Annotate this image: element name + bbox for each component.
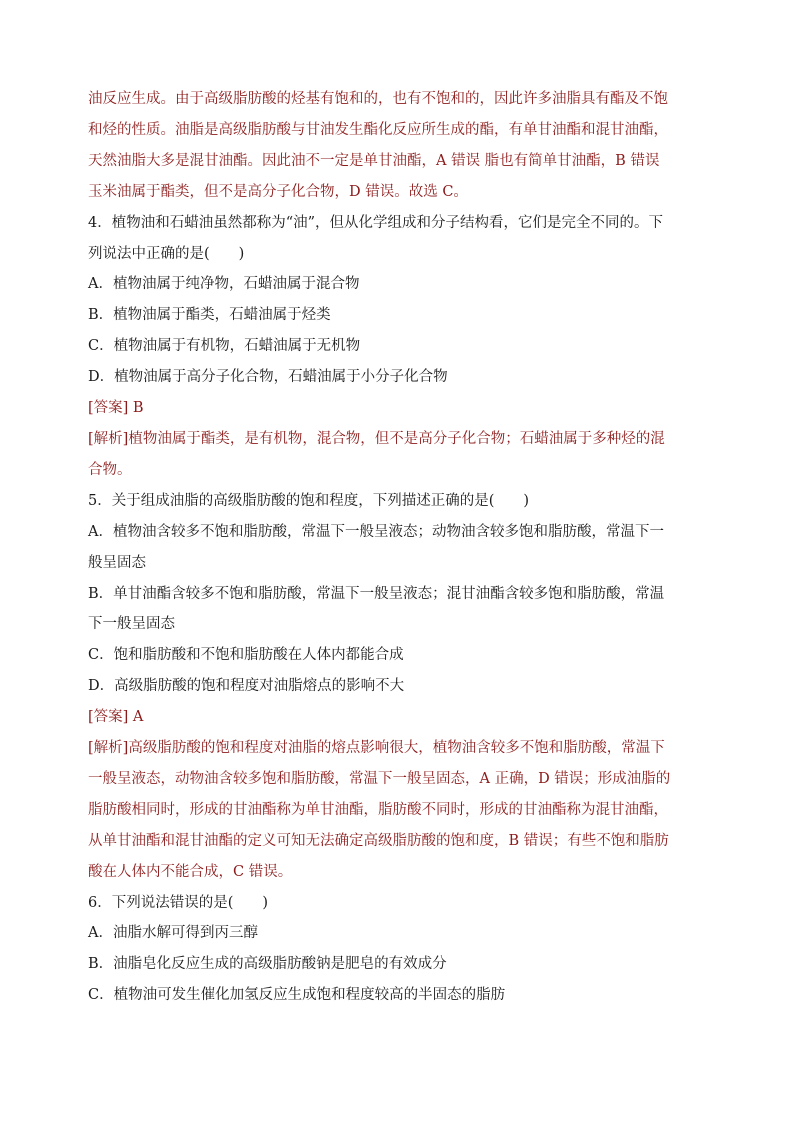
option-b: B．单甘油酯含较多不饱和脂肪酸，常温下一般呈液态；混甘油酯含较多饱和脂肪酸，常温 bbox=[88, 585, 665, 602]
analysis-line: 酸在人体内不能合成，C 错误。 bbox=[88, 863, 293, 880]
analysis-line: 脂肪酸相同时，形成的甘油酯称为单甘油酯，脂肪酸不同时，形成的甘油酯称为混甘油酯， bbox=[88, 801, 668, 818]
option-a: A．植物油含较多不饱和脂肪酸，常温下一般呈液态；动物油含较多饱和脂肪酸，常温下一 bbox=[88, 523, 664, 540]
option-a: A．油脂水解可得到丙三醇 bbox=[88, 925, 258, 942]
text-line: 玉米油属于酯类，但不是高分子化合物，D 错误。故选 C。 bbox=[88, 183, 468, 200]
option-c: C．植物油可发生催化加氢反应生成饱和程度较高的半固态的脂肪 bbox=[88, 987, 506, 1004]
analysis-line: 一般呈液态，动物油含较多饱和脂肪酸，常温下一般呈固态，A 正确，D 错误；形成油脂的 bbox=[88, 770, 671, 787]
intro-analysis bbox=[88, 84, 728, 208]
option-c: C．饱和脂肪酸和不饱和脂肪酸在人体内都能合成 bbox=[88, 647, 404, 664]
question-4 bbox=[88, 208, 728, 486]
analysis-line: 从单甘油酯和混甘油酯的定义可知无法确定高级脂肪酸的饱和度，B 错误；有些不饱和脂肪 bbox=[88, 832, 669, 849]
text-line: 和烃的性质。油脂是高级脂肪酸与甘油发生酯化反应所生成的酯，有单甘油酯和混甘油酯， bbox=[88, 121, 668, 138]
question-stem-line: 6．下列说法错误的是( ) bbox=[88, 894, 269, 911]
question-stem-line: 5．关于组成油脂的高级脂肪酸的饱和程度，下列描述正确的是( ) bbox=[88, 492, 530, 509]
option-c: C．植物油属于有机物，石蜡油属于无机物 bbox=[88, 338, 361, 355]
analysis-line: [解析]植物油属于酯类，是有机物，混合物，但不是高分子化合物；石蜡油属于多种烃的混 bbox=[88, 430, 665, 447]
question-stem-line: 4．植物油和石蜡油虽然都称为“油”，但从化学组成和分子结构看，它们是完全不同的。下 bbox=[88, 214, 664, 231]
question-6 bbox=[88, 888, 728, 1012]
analysis-line: 合物。 bbox=[88, 461, 132, 478]
analysis-line: [解析]高级脂肪酸的饱和程度对油脂的熔点影响很大，植物油含较多不饱和脂肪酸，常温下 bbox=[88, 740, 665, 757]
option-b-cont: 下一般呈固态 bbox=[88, 616, 175, 633]
text-line: 天然油脂大多是混甘油酯。因此油不一定是单甘油酯，A 错误 脂也有简单甘油酯，B 错误 bbox=[88, 152, 660, 169]
option-d: D．植物油属于高分子化合物，石蜡油属于小分子化合物 bbox=[88, 369, 448, 386]
option-b: B．油脂皂化反应生成的高级脂肪酸钠是肥皂的有效成分 bbox=[88, 956, 447, 973]
text-line: 油反应生成。由于高级脂肪酸的烃基有饱和的，也有不饱和的，因此许多油脂具有酯及不饱 bbox=[88, 91, 668, 107]
answer-label: [答案] A bbox=[88, 709, 144, 726]
option-d: D．高级脂肪酸的饱和程度对油脂熔点的影响不大 bbox=[88, 678, 405, 695]
document-body bbox=[88, 84, 728, 1011]
question-5 bbox=[88, 486, 728, 888]
option-a-cont: 般呈固态 bbox=[88, 554, 146, 571]
question-stem-line: 列说法中正确的是( ) bbox=[88, 245, 245, 262]
option-b: B．植物油属于酯类，石蜡油属于烃类 bbox=[88, 307, 331, 324]
option-a: A．植物油属于纯净物，石蜡油属于混合物 bbox=[88, 276, 360, 293]
answer-label: [答案] B bbox=[88, 400, 144, 417]
